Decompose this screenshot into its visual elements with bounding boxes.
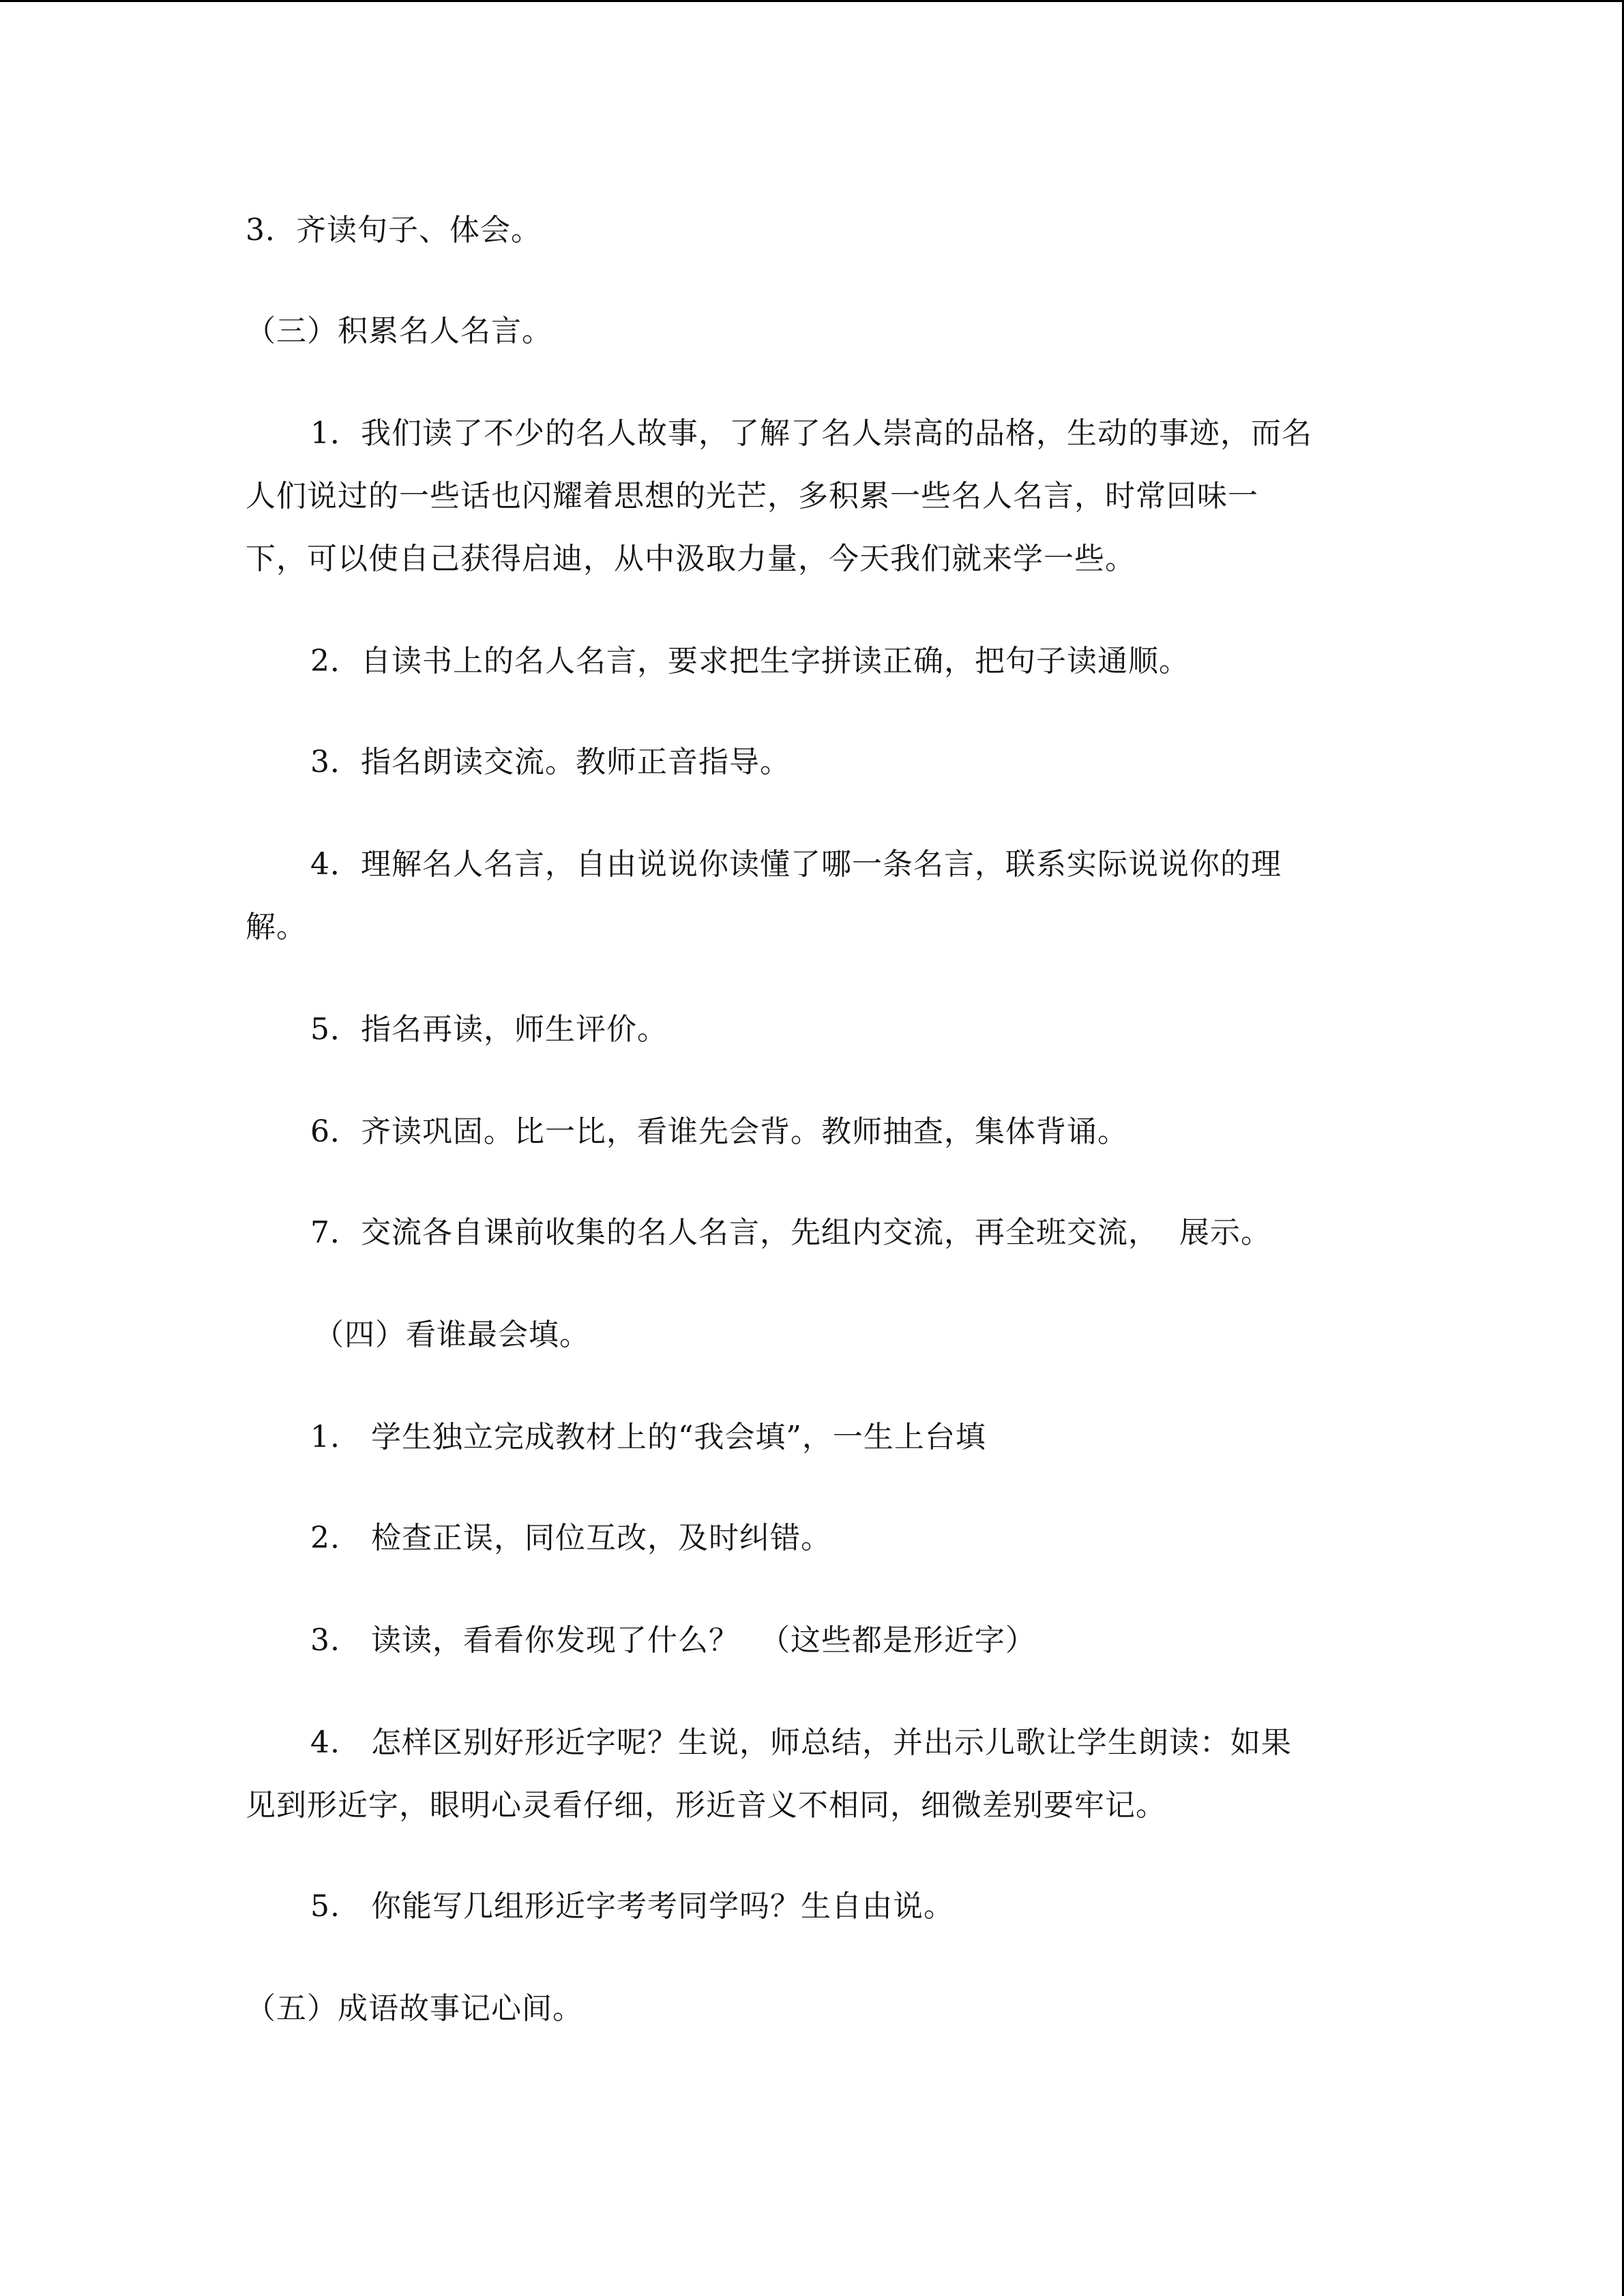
text-line-8: 4．理解名人名言，自由说说你读懂了哪一条名言，联系实际说说你的理	[310, 847, 1282, 882]
text-line-18: 见到形近字，眼明心灵看仔细，形近音义不相同，细微差别要牢记。	[246, 1788, 1166, 1823]
text-line-14: 1. 学生独立完成教材上的“我会填”，一生上台填	[310, 1420, 986, 1455]
text-line-17: 4. 怎样区别好形近字呢？生说，师总结，并出示儿歌让学生朗读：如果	[310, 1725, 1292, 1760]
text-line-4: 人们说过的一些话也闪耀着思想的光芒，多积累一些名人名言，时常回味一	[246, 479, 1258, 513]
text-line-1: 3．齐读句子、体会。	[246, 213, 542, 248]
section-heading-4: （四）看谁最会填。	[314, 1317, 590, 1352]
text-line-7: 3．指名朗读交流。教师正音指导。	[310, 745, 791, 779]
text-line-19: 5. 你能写几组形近字考考同学吗？生自由说。	[310, 1889, 954, 1924]
text-line-15: 2. 检查正误，同位互改，及时纠错。	[310, 1521, 831, 1555]
text-line-5: 下，可以使自己获得启迪，从中汲取力量，今天我们就来学一些。	[246, 541, 1136, 576]
text-line-10: 5．指名再读，师生评价。	[310, 1012, 668, 1047]
section-heading-3: （三）积累名人名言。	[246, 314, 552, 348]
text-line-16: 3. 读读，看看你发现了什么？ （这些都是形近字）	[310, 1623, 1036, 1658]
text-line-6: 2．自读书上的名人名言，要求把生字拼读正确，把句子读通顺。	[310, 644, 1190, 679]
text-line-3: 1．我们读了不少的名人故事，了解了名人崇高的品格，生动的事迹，而名	[310, 416, 1312, 451]
text-line-11: 6．齐读巩固。比一比，看谁先会背。教师抽查，集体背诵。	[310, 1114, 1128, 1149]
text-line-12: 7．交流各自课前收集的名人名言，先组内交流，再全班交流， 展示。	[310, 1215, 1271, 1250]
section-heading-5: （五）成语故事记心间。	[246, 1991, 583, 2026]
text-line-9: 解。	[246, 910, 307, 944]
